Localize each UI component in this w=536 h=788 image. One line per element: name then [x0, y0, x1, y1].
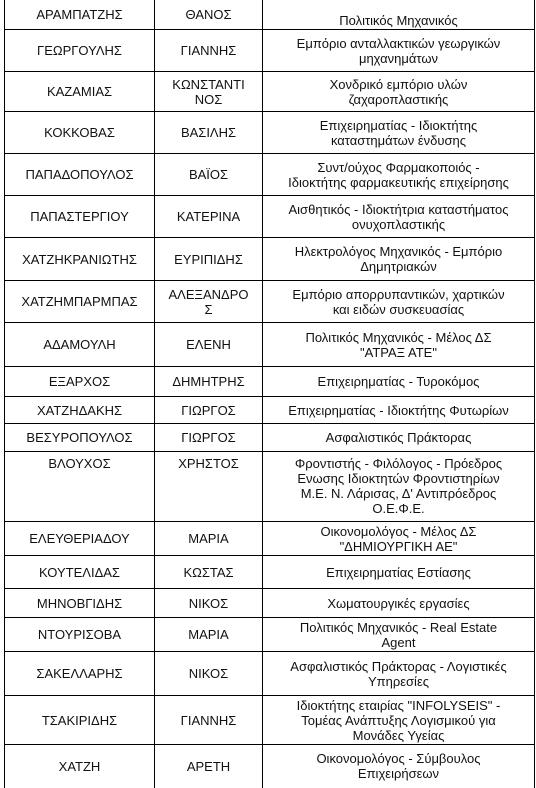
surname-cell: ΚΑΖΑΜΙΑΣ [46, 84, 113, 99]
profession-cell: Επιχειρηματίας Εστίασης [326, 564, 471, 580]
profession-cell: Ασφαλιστικός Πράκτορας - Λογιστικές Υπηρεσίες [290, 658, 507, 689]
profession-cell: Αισθητικός - Ιδιοκτήτρια καταστήματος ονυχοπλαστικής [288, 201, 509, 232]
profession-cell: Εμπόριο ανταλλακτικών γεωργικών μηχανημάτων [296, 35, 501, 66]
surname-cell: ΧΑΤΖΗΔΑΚΗΣ [36, 402, 123, 418]
profession-cell: Πολιτικός Μηχανικός [339, 13, 458, 28]
profession-cell: Πολιτικός Μηχανικός - Μέλος ΔΣ "ΑΤΡΑΞ ΑΤΕ" [305, 329, 492, 360]
name-cell: ΕΛΕΝΗ [186, 337, 231, 352]
profession-cell: Επιχειρηματίας - Ιδιοκτήτης Φυτωρίων [288, 402, 509, 418]
profession-cell: Επιχειρηματίας - Τυροκόμος [317, 374, 480, 389]
name-cell: ΝΙΚΟΣ [188, 595, 229, 611]
surname-cell: ΑΡΑΜΠΑΤΖΗΣ [36, 7, 123, 22]
profession-cell: Οικονομολόγος - Σύμβουλος Επιχειρήσεων [316, 751, 481, 781]
name-cell: ΕΥΡΙΠΙΔΗΣ [174, 251, 243, 267]
name-cell: ΒΑΪΟΣ [188, 167, 229, 182]
surname-cell: ΒΕΣΥΡΟΠΟΥΛΟΣ [26, 430, 133, 445]
surname-cell: ΓΕΩΡΓΟΥΛΗΣ [37, 43, 122, 58]
surname-cell: ΧΑΤΖΗ [58, 758, 101, 774]
surname-cell: ΠΑΠΑΔΟΠΟΥΛΟΣ [25, 167, 134, 182]
name-cell: ΓΙΑΝΝΗΣ [180, 43, 237, 58]
surname-cell: ΑΔΑΜΟΥΛΗ [43, 337, 116, 352]
profession-cell: Εμπόριο απορρυπαντικών, χαρτικών και ειδών συσκευασίας [292, 286, 505, 317]
name-cell: ΑΡΕΤΗ [186, 758, 231, 774]
name-cell: ΘΑΝΟΣ [185, 7, 232, 22]
profession-cell: Φροντιστής - Φιλόλογος - Πρόεδρος Ενωσης Ιδιοκτητών Φροντιστηρίων Μ.Ε. Ν. Λάρισας, Δ' Αντιπρόεδρος Ο.Ε.Φ.Ε. [294, 456, 503, 516]
surname-cell: ΧΑΤΖΗΚΡΑΝΙΩΤΗΣ [22, 251, 137, 267]
surname-cell: ΧΑΤΖΗΜΠΑΡΜΠΑΣ [21, 294, 138, 309]
name-cell: ΓΙΩΡΓΟΣ [181, 402, 236, 418]
surname-cell: ΠΑΠΑΣΤΕΡΓΙΟΥ [30, 209, 129, 224]
surname-cell: ΤΣΑΚΙΡΙΔΗΣ [41, 712, 118, 728]
surname-cell: ΚΟΥΤΕΛΙΔΑΣ [39, 564, 120, 580]
profession-cell: Επιχειρηματίας - Ιδιοκτήτης καταστημάτων ένδυσης [319, 117, 478, 148]
profession-cell: Χονδρικό εμπόριο υλών ζαχαροπλαστικής [329, 76, 468, 107]
name-cell: ΓΙΩΡΓΟΣ [181, 430, 236, 445]
name-cell: ΔΗΜΗΤΡΗΣ [172, 374, 245, 389]
name-cell: ΚΩΝΣΤΑΝΤΙ ΝΟΣ [172, 76, 245, 107]
name-cell: ΚΩΣΤΑΣ [183, 564, 234, 580]
surname-cell: ΕΞΑΡΧΟΣ [48, 374, 111, 389]
profession-cell: Οικονομολόγος - Μέλος ΔΣ "ΔΗΜΙΟΥΡΓΙΚΗ ΑΕ" [320, 523, 477, 554]
surname-cell: ΒΛΟΥΧΟΣ [48, 456, 111, 471]
name-cell: ΒΑΣΙΛΗΣ [180, 125, 237, 140]
surname-cell: ΜΗΝΟΒΓΙΔΗΣ [36, 595, 123, 611]
name-cell: ΜΑΡΙΑ [188, 627, 229, 642]
profession-cell: Ιδιοκτήτης εταιρίας "INFOLYSEIS" - Τομέας Ανάπτυξης Λογισμικού για Μονάδες Υγείας [296, 697, 501, 743]
name-cell: ΑΛΕΞΑΝΔΡΟ Σ [168, 286, 249, 317]
surname-cell: ΝΤΟΥΡΙΣΟΒΑ [37, 627, 122, 642]
name-cell: ΝΙΚΟΣ [188, 666, 229, 681]
profession-cell: Συντ/ούχος Φαρμακοποιός - Ιδιοκτήτης φαρμακευτικής επιχείρησης [288, 159, 509, 190]
profession-cell: Πολιτικός Μηχανικός - Real Estate Agent [299, 619, 498, 650]
surname-cell: ΚΟΚΚΟΒΑΣ [44, 125, 115, 140]
name-cell: ΜΑΡΙΑ [188, 531, 229, 546]
profession-cell: Ηλεκτρολόγος Μηχανικός - Εμπόριο Δημητριακών [294, 244, 503, 274]
name-cell: ΓΙΑΝΝΗΣ [180, 712, 237, 728]
surname-cell: ΣΑΚΕΛΛΑΡΗΣ [36, 666, 123, 681]
profession-cell: Ασφαλιστικός Πράκτορας [325, 430, 472, 445]
name-cell: ΚΑΤΕΡΙΝΑ [176, 209, 241, 224]
name-cell: ΧΡΗΣΤΟΣ [178, 456, 239, 471]
surname-cell: ΕΛΕΥΘΕΡΙΑΔΟΥ [29, 531, 130, 546]
table-column-rule [534, 0, 535, 788]
profession-cell: Χωματουργικές εργασίες [327, 595, 470, 611]
